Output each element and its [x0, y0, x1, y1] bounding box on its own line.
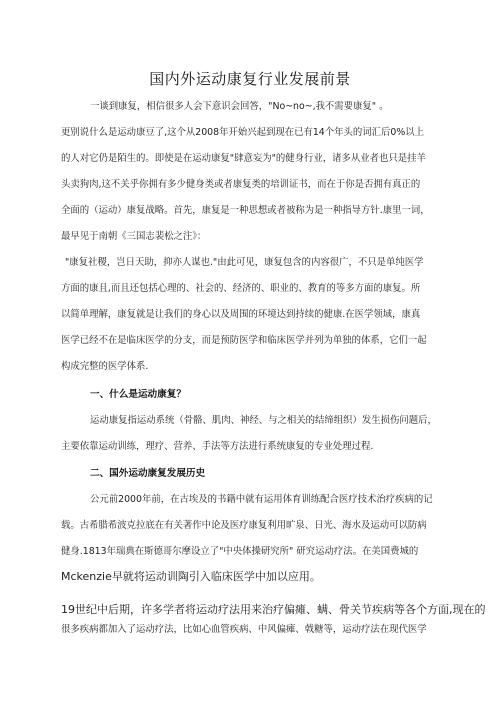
quote-line-4: 医学已经不在是临床医学的分支，而是预防医学和临床医学并列为单独的体系，它们一起 — [61, 335, 427, 346]
document-title: 国内外运动康复行业发展前景 — [149, 70, 351, 88]
intro-line-3: 的人对它仍是陌生的。即使是在运动康复"肆意妄为"的健身行业，诸多从业者也只是挂羊 — [61, 153, 426, 164]
quote-line-3: 以简单理解，康复就是让我们的身心以及周围的环境达到持续的健康.在医学领域，康真 — [61, 309, 421, 320]
intro-line-5: 全面的（运动）康复战略。首先，康复是一种思想或者被称为是一种指导方针.康里一词， — [61, 205, 430, 216]
section2-line-1: 公元前2000年前，在古埃及的书籍中就有运用体育训练配合医疗技术治疗疾病的记 — [90, 494, 433, 505]
quote-line-5: 构成完整的医学体系. — [61, 361, 149, 372]
intro-line-1: 一谈到康复，相信很多人会下意识会回答，"No~no~,我不需要康复" 。 — [90, 101, 389, 112]
section2-line-3: 健身.1813年瑞典在斯德哥尔摩设立了"中央体操研究所" 研究运动疗法。在美国费城的 — [61, 546, 419, 557]
section2-line-5: 19世纪中后期，许多学者将运动疗法用来治疗偏瘫、螨、骨关节疾病等各个方面,现在的 — [61, 603, 486, 616]
section-heading-what-is: 一、什么是运动康复？ — [90, 389, 186, 400]
quote-line-1: "康复社稷，岂日天助，抑亦人谋也."由此可见，康复包含的内容很广，不只是单纯医学 — [65, 257, 424, 268]
intro-line-4: 头卖狗肉,这不关乎你拥有多少健身类或者康复类的培训证书，而在于你是否拥有真正的 — [61, 179, 421, 190]
quote-line-2: 方面的康且,而且还包括心理的、社会的、经济的、职业的、教育的等多方面的康复。所 — [61, 283, 421, 294]
section-heading-history: 二、国外运动康复发展历史 — [90, 468, 206, 479]
section2-line-4: Mckenzie早就将运动训陶引入临床医学中加以应用。 — [61, 570, 321, 583]
intro-line-2: 更别说什么是运动康豆了,这个从2008年开始兴起到现在已有14个年头的词汇后0%以上 — [61, 127, 425, 138]
section2-line-2: 载。古希腊希波克拉底在有关著作中论及医疗康复利用旷泉、日光、海水及运动可以防病 — [61, 520, 427, 531]
section1-line-2: 主要依靠运动训练，理疗、营养、手法等方法进行系统康复的专业处理过程. — [61, 441, 374, 452]
intro-line-6: 最早见于南朝《三国志裴松之注》： — [61, 231, 207, 242]
section1-line-1: 运动康复指运动系统（骨骼、肌肉、神经、与之相关的结缔组织）发生损伤问题后， — [90, 415, 437, 426]
section2-line-6: 很多疾病都加入了运动疗法，比如心血管疾病、中风偏瘫、戟糖等，运动疗法在现代医学 — [61, 624, 427, 635]
